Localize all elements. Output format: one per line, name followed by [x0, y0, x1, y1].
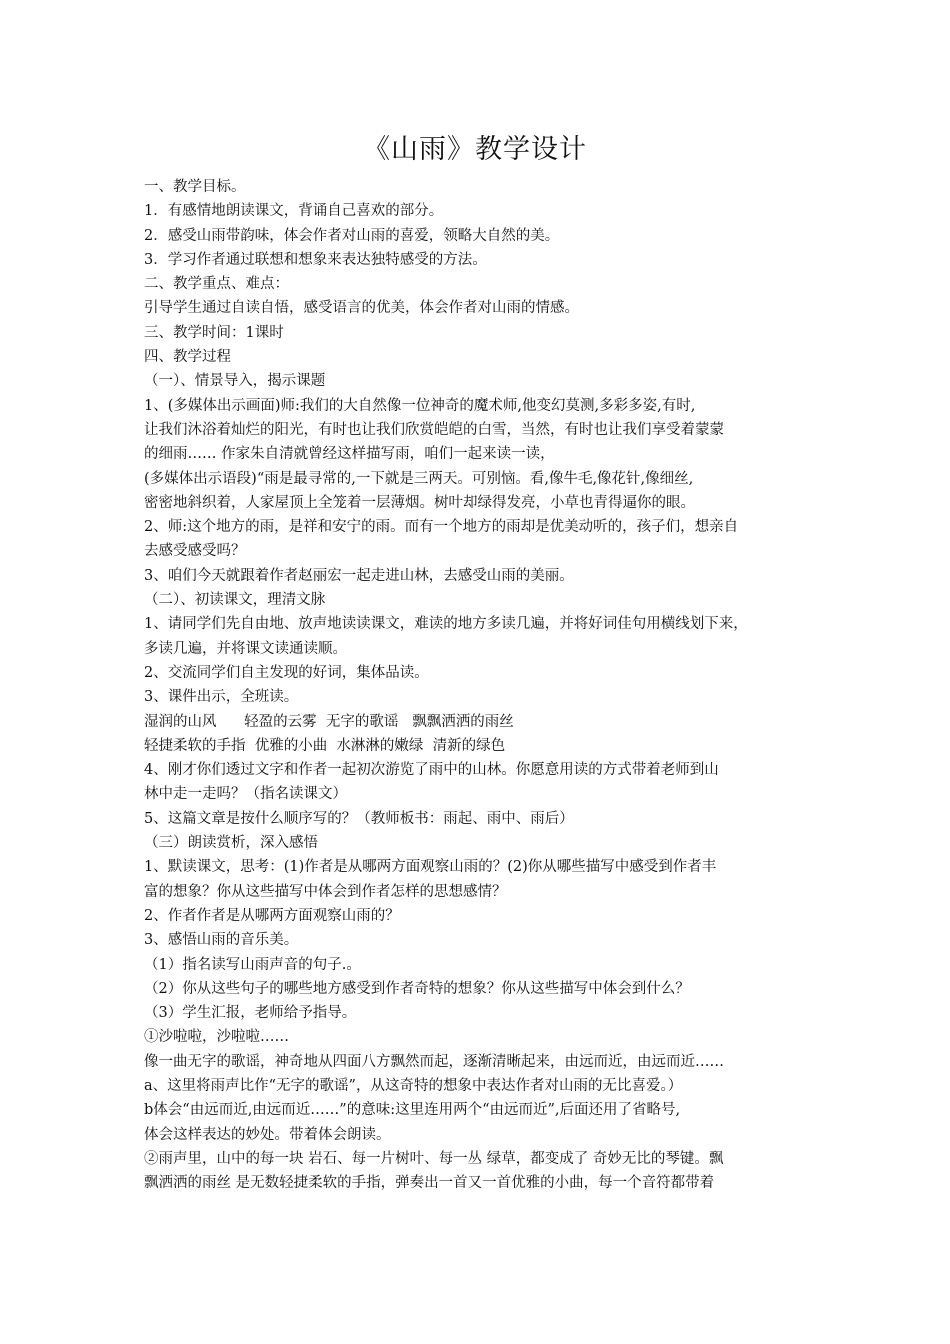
- body-line: a、这里将雨声比作“无字的歌谣”，从这奇特的想象中表达作者对山雨的无比喜爱。）: [144, 1077, 683, 1094]
- body-line: 3、课件出示，全班读。: [144, 689, 299, 706]
- body-line: （一）、情景导入，揭示课题: [144, 373, 326, 390]
- body-line: 去感受感受吗？: [144, 543, 246, 560]
- body-line: b体会“由远而近,由远而近……”的意味:这里连用两个“由远而近”,后面还用了省略号,: [144, 1102, 681, 1119]
- body-line: 湿润的山风 轻盈的云雾 无字的歌谣 飘飘洒洒的雨丝: [144, 713, 514, 730]
- body-line: 1、请同学们先自由地、放声地读读课文，难读的地方多读几遍，并将好词佳句用横线划下来，: [144, 616, 748, 633]
- body-line: 四、教学过程: [144, 349, 231, 366]
- body-line: 1、默读课文，思考：(1)作者是从哪两方面观察山雨的？(2)你从哪些描写中感受到作者丰: [144, 859, 717, 876]
- body-line: 多读几遍，并将课文读通读顺。: [144, 640, 347, 657]
- body-line: 引导学生通过自读自悟，感受语言的优美，体会作者对山雨的情感。: [144, 300, 579, 317]
- body-line: 像一曲无字的歌谣，神奇地从四面八方飘然而起，逐渐清晰起来，由远而近，由远而近……: [144, 1053, 724, 1070]
- body-line: 轻捷柔软的手指 优雅的小曲 水淋淋的嫩绿 清新的绿色: [144, 737, 506, 754]
- body-line: （三）朗读赏析，深入感悟: [144, 835, 318, 852]
- body-line: 4、刚才你们透过文字和作者一起初次游览了雨中的山林。你愿意用读的方式带着老师到山: [144, 762, 719, 779]
- body-line: 2、作者作者是从哪两方面观察山雨的？: [144, 907, 400, 924]
- body-line: 3、感悟山雨的音乐美。: [144, 932, 299, 949]
- body-line: 3．学习作者通过联想和想象来表达独特感受的方法。: [144, 251, 487, 268]
- body-line: （3）学生汇报，老师给予指导。: [144, 1005, 357, 1022]
- body-line: （1）指名读写山雨声音的句子.。: [144, 956, 361, 973]
- body-line: 2．感受山雨带韵味，体会作者对山雨的喜爱，领略大自然的美。: [144, 227, 560, 244]
- body-line: 2、交流同学们自主发现的好词，集体品读。: [144, 664, 429, 681]
- body-line: 让我们沐浴着灿烂的阳光，有时也让我们欣赏皑皑的白雪，当然，有时也让我们享受着蒙蒙: [144, 421, 724, 438]
- body-line: 一、教学目标。: [144, 179, 246, 195]
- body-line: ②雨声里，山中的每一块 岩石、每一片树叶、每一丛 绿草，都变成了 奇妙无比的琴键。飘: [144, 1150, 724, 1167]
- body-line: 体会这样表达的妙处。带着体会朗读。: [144, 1126, 391, 1143]
- body-line: （2）你从这些句子的哪些地方感受到作者奇特的想象？你从这些描写中体会到什么？: [144, 980, 690, 997]
- body-line: 密密地斜织着，人家屋顶上全笼着一层薄烟。树叶却绿得发亮，小草也青得逼你的眼。: [144, 494, 695, 511]
- body-line: 三、教学时间：1课时: [144, 324, 284, 341]
- body-line: 5、这篇文章是按什么顺序写的？（教师板书：雨起、雨中、雨后）: [144, 810, 574, 827]
- body-line: 1、(多媒体出示画面)师:我们的大自然像一位神奇的魔术师,他变幻莫测,多彩多姿,有时,: [144, 397, 696, 414]
- body-line: 林中走一走吗？（指名读课文）: [144, 786, 347, 803]
- body-line: 二、教学重点、难点：: [144, 276, 289, 293]
- body-line: 3、咱们今天就跟着作者赵丽宏一起走进山林，去感受山雨的美丽。: [144, 567, 574, 584]
- body-line: 飘洒洒的雨丝 是无数轻捷柔软的手指，弹奏出一首又一首优雅的小曲，每一个音符都带着: [144, 1175, 715, 1192]
- body-line: 富的想象？你从这些描写中体会到作者怎样的思想感情？: [144, 883, 507, 900]
- body-line: 的细雨…… 作家朱自清就曾经这样描写雨，咱们一起来读一读，: [144, 446, 555, 463]
- body-line: 1．有感情地朗读课文，背诵自己喜欢的部分。: [144, 203, 444, 220]
- body-line: 2、师:这个地方的雨，是祥和安宁的雨。而有一个地方的雨却是优美动听的，孩子们，想亲自: [144, 519, 739, 536]
- body-line: (多媒体出示语段)“雨是最寻常的,一下就是三两天。可别恼。看,像牛毛,像花针,像细丝,: [144, 470, 694, 487]
- body-line: ①沙啦啦，沙啦啦……: [144, 1029, 289, 1046]
- document-title: 《山雨》教学设计: [363, 134, 587, 165]
- document-body: [144, 175, 812, 1195]
- body-line: （二）、初读课文，理清文脉: [144, 592, 326, 609]
